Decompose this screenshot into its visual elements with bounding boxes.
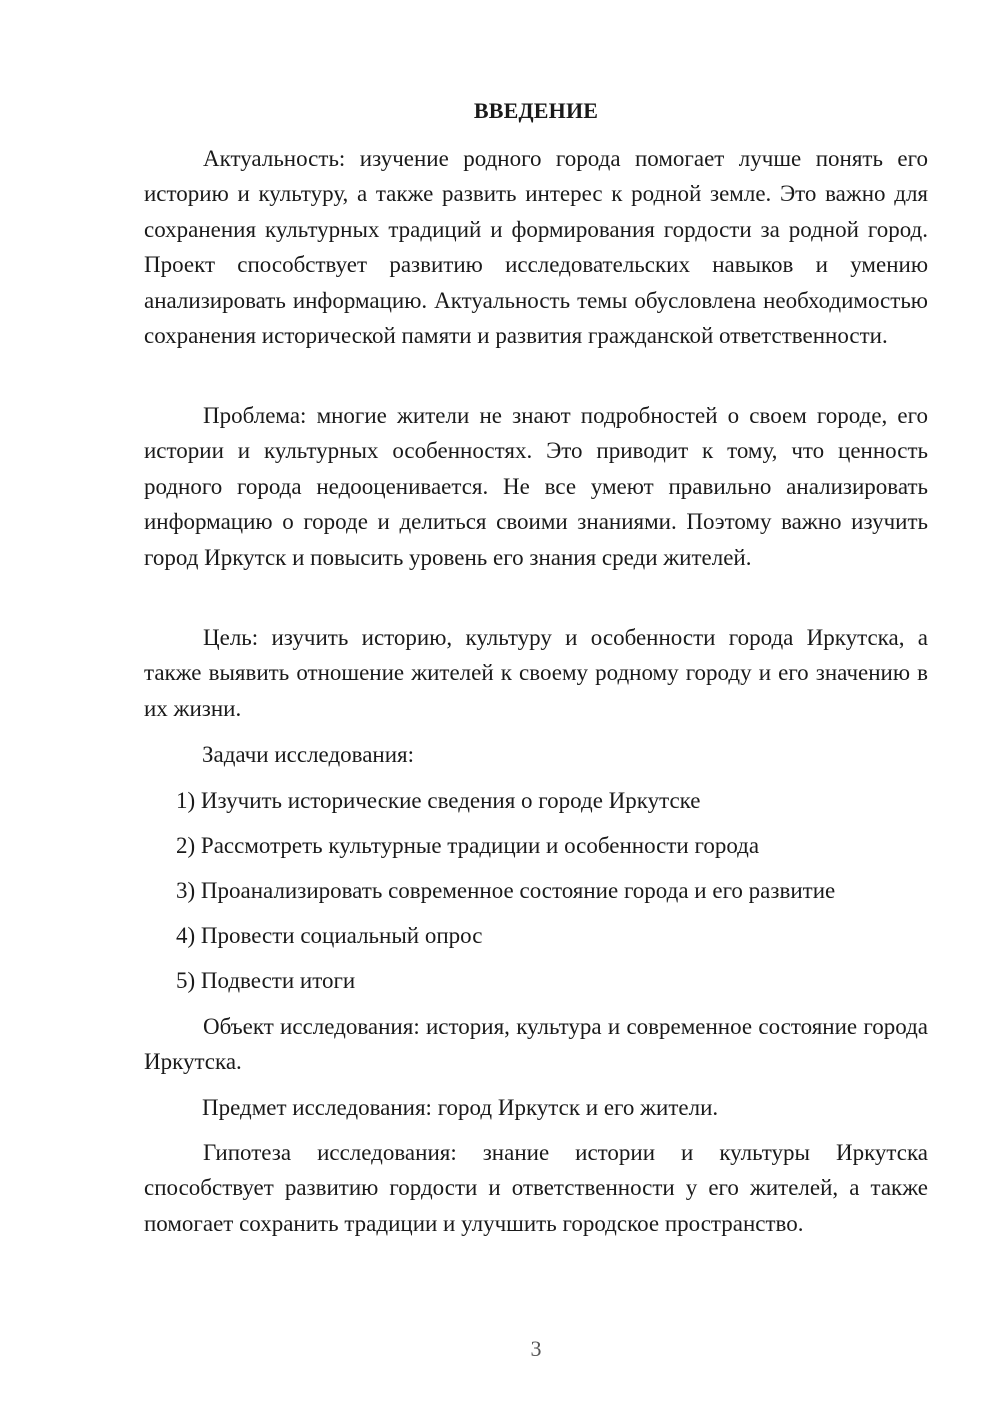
relevance-paragraph: Актуальность: изучение родного города помогает лучше понять его историю и культуру, а также развить интерес к родной земле. Это важно для сохранения культурных традиций и формирования гордости за родной город. Проект способствует развитию исследовательских навыков и умению анализировать информацию. Актуальность темы обусловлена необходимостью сохранения исторической памяти и развития гражданской ответственности. xyxy=(144,146,928,349)
task-item-3: 3) Проанализировать современное состояние города и его развитие xyxy=(176,878,836,903)
task-item-5: 5) Подвести итоги xyxy=(176,968,356,993)
task-item-1: 1) Изучить исторические сведения о городе Иркутске xyxy=(176,788,701,813)
subject-paragraph: Предмет исследования: город Иркутск и его жители. xyxy=(202,1095,719,1120)
object-paragraph: Объект исследования: история, культура и современное состояние города Иркутска. xyxy=(144,1014,928,1075)
problem-paragraph: Проблема: многие жители не знают подробностей о своем городе, его истории и культурных особенностях. Это приводит к тому, что ценность родного города недооценивается. Не все умеют правильно анализировать информацию о городе и делиться своими знаниями. Поэтому важно изучить город Иркутск и повысить уровень его знания среди жителей. xyxy=(144,403,928,570)
page-title: ВВЕДЕНИЕ xyxy=(473,98,599,123)
hypothesis-paragraph: Гипотеза исследования: знание истории и культуры Иркутска способствует развитию гордости и ответственности у его жителей, а также помогает сохранить традиции и улучшить городское пространство. xyxy=(144,1140,928,1236)
page-number: 3 xyxy=(530,1336,542,1361)
task-item-4: 4) Провести социальный опрос xyxy=(176,923,483,948)
tasks-heading: Задачи исследования: xyxy=(202,742,415,767)
task-item-2: 2) Рассмотреть культурные традиции и особенности города xyxy=(176,833,760,858)
goal-paragraph: Цель: изучить историю, культуру и особенности города Иркутска, а также выявить отношение жителей к своему родному городу и его значению в их жизни. xyxy=(144,625,928,721)
